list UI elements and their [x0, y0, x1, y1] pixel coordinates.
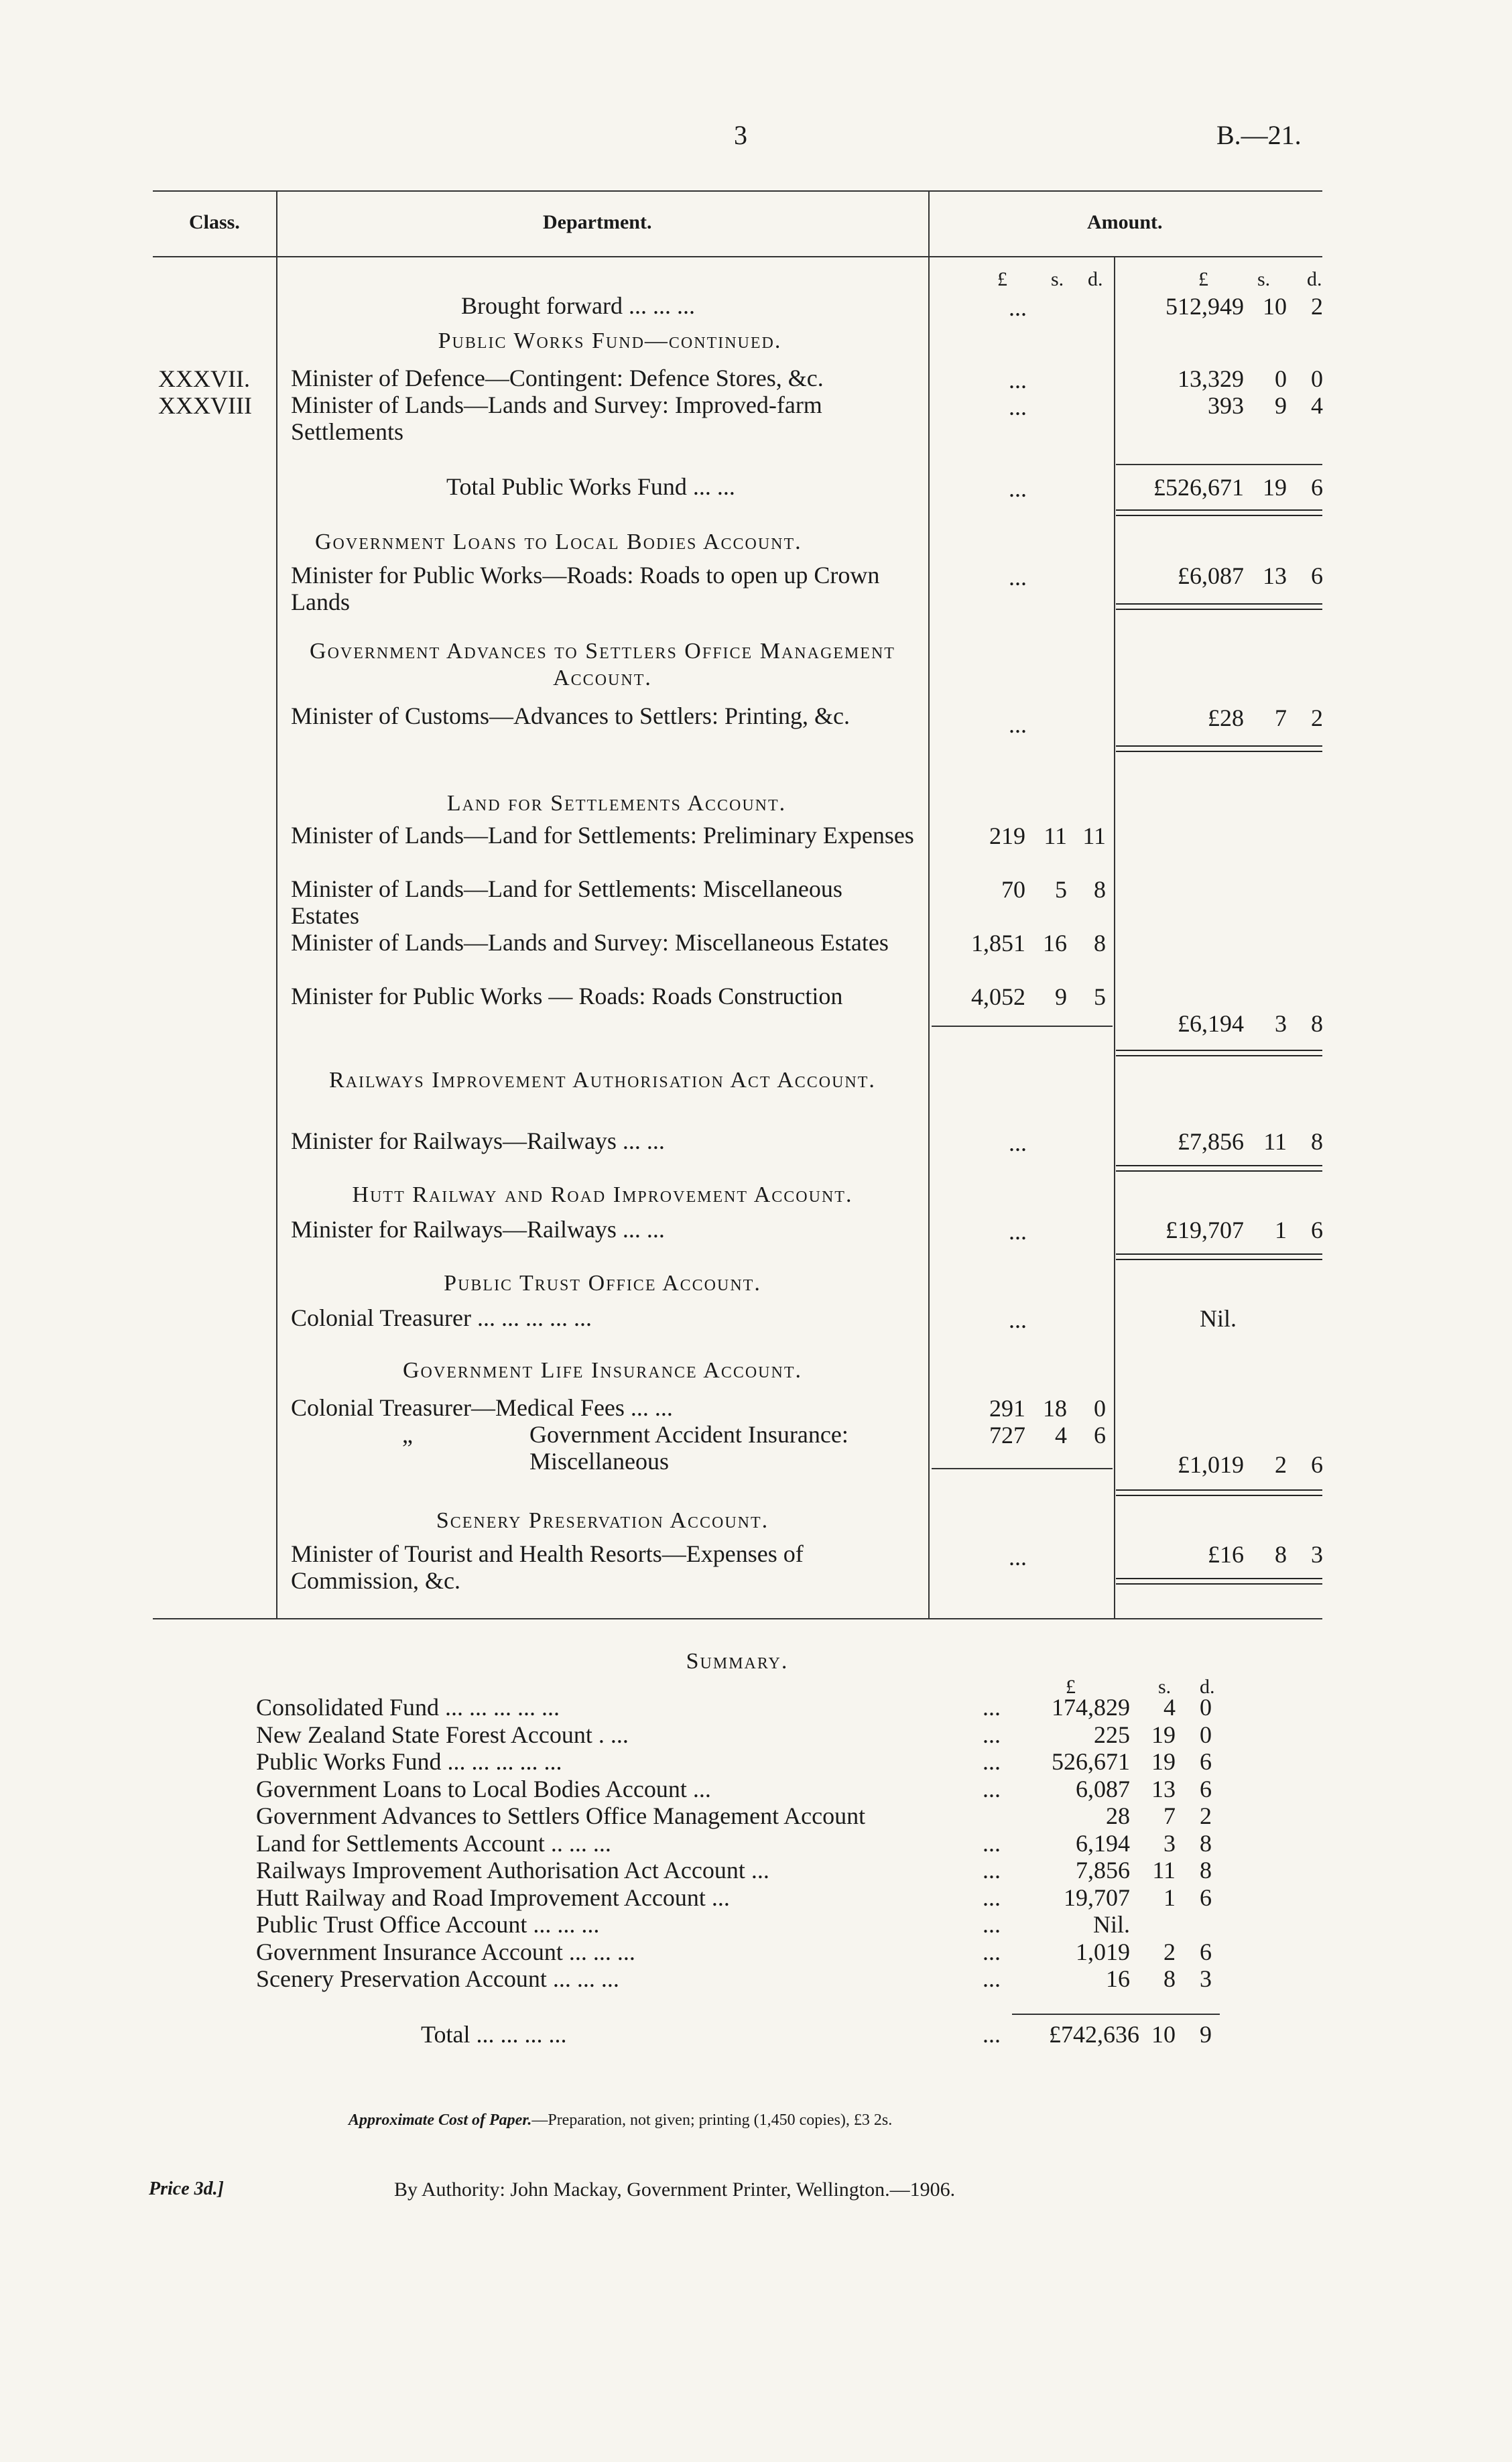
spa-pounds: £16	[1208, 1541, 1244, 1568]
gaso-label: Minister of Customs—Advances to Settlers: Printing, &c.	[291, 702, 850, 729]
summary-item-shillings: 8	[1163, 1965, 1176, 1992]
cost-note-text: —Preparation, not given; printing (1,450 copies), £3 2s.	[531, 2111, 893, 2129]
public-works-fund-heading: Public Works Fund—continued.	[438, 328, 782, 353]
cost-note-label: Approximate Cost of Paper.	[349, 2111, 532, 2129]
pwf-total-pence: 6	[1311, 474, 1323, 501]
lfs-item-4-pounds: 4,052	[971, 983, 1025, 1010]
lfs-total-pence: 8	[1311, 1010, 1323, 1037]
gli-item-1-pounds: 291	[989, 1395, 1025, 1422]
gli-item-1-pence: 0	[1094, 1395, 1106, 1422]
summary-item-shillings: 3	[1163, 1830, 1176, 1857]
pto-heading: Public Trust Office Account.	[444, 1271, 761, 1296]
table-bottom-rule	[153, 1618, 1322, 1619]
summary-item-pence: 8	[1200, 1830, 1212, 1857]
summary-item-dots: ...	[983, 1694, 1001, 1721]
pwf-total-dots: ...	[1009, 475, 1027, 502]
summary-item-label: Government Loans to Local Bodies Account ...	[256, 1776, 711, 1802]
unit-shilling-total: s.	[1257, 268, 1271, 290]
cost-note	[349, 2111, 892, 2130]
document-reference: B.—21.	[1216, 120, 1302, 150]
summary-item-pounds: 174,829	[1052, 1694, 1130, 1721]
lfs-item-4-shillings: 9	[1055, 983, 1067, 1010]
spa-pence: 3	[1311, 1541, 1323, 1568]
gli-heading: Government Life Insurance Account.	[402, 1358, 802, 1383]
summary-item-dots: ...	[983, 1830, 1001, 1857]
brought-forward-dots: ...	[1009, 294, 1027, 321]
summary-item-label: Government Advances to Settlers Office Management Account	[256, 1802, 866, 1829]
column-header-department: Department.	[543, 211, 652, 233]
summary-item-dots: ...	[983, 1911, 1001, 1938]
lfs-item-3-pounds: 1,851	[971, 930, 1025, 957]
lfs-item-2-label: Minister of Lands—Land for Settlements: Miscellaneous Estates	[291, 875, 842, 929]
defence-pence: 0	[1311, 365, 1323, 392]
hrri-pounds: £19,707	[1166, 1217, 1244, 1243]
summary-item-dots: ...	[983, 1721, 1001, 1748]
summary-item-dots: ...	[983, 1965, 1001, 1992]
riaa-pence: 8	[1311, 1128, 1323, 1155]
lfs-item-3-label: Minister of Lands—Lands and Survey: Miscellaneous Estates	[291, 929, 889, 956]
summary-item-shillings: 1	[1163, 1884, 1176, 1911]
brought-forward-pounds: 512,949	[1166, 293, 1244, 320]
gli-item-2-pence: 6	[1094, 1422, 1106, 1449]
unit-pence-sub: d.	[1088, 268, 1103, 290]
summary-item-dots: ...	[983, 1776, 1001, 1802]
summary-item-dots: ...	[983, 1938, 1001, 1965]
lands-survey-shillings: 9	[1275, 392, 1287, 419]
riaa-dots: ...	[1009, 1129, 1027, 1156]
lfs-item-3-pence: 8	[1094, 930, 1106, 957]
hrri-double-rule	[1116, 1253, 1322, 1260]
gli-item-1-label: Colonial Treasurer—Medical Fees ... ...	[291, 1394, 673, 1421]
lands-survey-dots: ...	[1009, 393, 1027, 420]
spa-label: Minister of Tourist and Health Resorts—Expenses of Commission, &c.	[291, 1540, 804, 1594]
pwf-total-pounds: £526,671	[1153, 474, 1244, 501]
summary-item-label: Hutt Railway and Road Improvement Account ...	[256, 1884, 730, 1911]
riaa-label: Minister for Railways—Railways ... ...	[291, 1127, 665, 1154]
class-xxxviii: XXXVIII	[158, 392, 252, 419]
brought-forward-label: Brought forward ... ... ...	[461, 292, 695, 319]
gli-total-pence: 6	[1311, 1451, 1323, 1478]
summary-item-label: Railways Improvement Authorisation Act Account ...	[256, 1857, 769, 1884]
pwf-total-double-rule	[1116, 509, 1322, 516]
summary-item-pence: 0	[1200, 1694, 1212, 1721]
summary-unit-pound: £	[1066, 1676, 1076, 1698]
gllb-shillings: 13	[1263, 562, 1287, 589]
summary-item-label: Consolidated Fund ... ... ... ... ...	[256, 1694, 560, 1721]
summary-item-pounds: 19,707	[1064, 1884, 1130, 1911]
summary-item-shillings: 19	[1151, 1748, 1176, 1775]
summary-item-pounds: 1,019	[1076, 1938, 1130, 1965]
brought-forward-shillings: 10	[1263, 293, 1287, 320]
summary-item-pence: 8	[1200, 1857, 1212, 1884]
summary-item-pounds: 16	[1106, 1965, 1130, 1992]
lfs-subtotal-rule	[932, 1026, 1113, 1027]
summary-item-pounds: 6,194	[1076, 1830, 1130, 1857]
hrri-pence: 6	[1311, 1217, 1323, 1243]
lfs-total-pounds: £6,194	[1178, 1010, 1244, 1037]
riaa-heading: Railways Improvement Authorisation Act Account.	[329, 1068, 876, 1093]
summary-item-pounds: 28	[1106, 1802, 1130, 1829]
summary-item-pounds: 6,087	[1076, 1776, 1130, 1802]
lfs-double-rule	[1116, 1050, 1322, 1056]
hrri-heading: Hutt Railway and Road Improvement Account.	[352, 1182, 853, 1207]
gaso-pounds: £28	[1208, 704, 1244, 731]
lands-survey-pounds: 393	[1208, 392, 1244, 419]
defence-shillings: 0	[1275, 365, 1287, 392]
summary-item-shillings: 7	[1163, 1802, 1176, 1829]
gllb-pence: 6	[1311, 562, 1323, 589]
lfs-item-4-pence: 5	[1094, 983, 1106, 1010]
summary-item-pounds: Nil.	[1092, 1911, 1130, 1938]
defence-dots: ...	[1009, 367, 1027, 393]
header-bottom-rule	[153, 256, 1322, 257]
printer-authority: By Authority: John Mackay, Government Printer, Wellington.—1906.	[394, 2178, 956, 2201]
spa-dots: ...	[1009, 1544, 1027, 1571]
gaso-dots: ...	[1009, 711, 1027, 738]
summary-item-pence: 2	[1200, 1802, 1212, 1829]
summary-total-pounds: £742,636	[1049, 2021, 1139, 2048]
riaa-shillings: 11	[1263, 1128, 1287, 1155]
defence-label: Minister of Defence—Contingent: Defence Stores, &c.	[291, 365, 824, 391]
lands-survey-label: Minister of Lands—Lands and Survey: Improved-farm Settlements	[291, 391, 822, 445]
unit-shilling-sub: s.	[1051, 268, 1064, 290]
summary-item-pence: 6	[1200, 1938, 1212, 1965]
summary-item-pence: 6	[1200, 1776, 1212, 1802]
summary-item-pence: 6	[1200, 1884, 1212, 1911]
department-column-divider	[928, 190, 930, 1618]
lfs-item-1-pence: 11	[1082, 822, 1106, 849]
summary-item-dots: ...	[983, 1884, 1001, 1911]
summary-item-pence: 3	[1200, 1965, 1212, 1992]
summary-total-dots: ...	[983, 2021, 1001, 2048]
gllb-heading: Government Loans to Local Bodies Account.	[315, 530, 802, 554]
unit-pound-total: £	[1198, 268, 1208, 290]
lfs-item-3-shillings: 16	[1043, 930, 1067, 957]
hrri-dots: ...	[1009, 1218, 1027, 1245]
class-column-divider	[276, 190, 277, 1618]
lfs-item-1-label: Minister of Lands—Land for Settlements: Preliminary Expenses	[291, 822, 914, 849]
spa-heading: Scenery Preservation Account.	[436, 1508, 769, 1533]
summary-item-shillings: 13	[1151, 1776, 1176, 1802]
summary-item-shillings: 4	[1163, 1694, 1176, 1721]
gllb-dots: ...	[1009, 564, 1027, 591]
column-header-class: Class.	[189, 211, 240, 233]
hrri-shillings: 1	[1275, 1217, 1287, 1243]
pwf-total-label: Total Public Works Fund ... ...	[446, 473, 735, 500]
price: Price 3d.]	[149, 2178, 224, 2199]
gaso-shillings: 7	[1275, 704, 1287, 731]
lfs-total-shillings: 3	[1275, 1010, 1287, 1037]
summary-item-label: Government Insurance Account ... ... ...	[256, 1938, 635, 1965]
lfs-item-2-pounds: 70	[1001, 876, 1025, 903]
summary-unit-shilling: s.	[1158, 1676, 1172, 1698]
summary-item-shillings: 19	[1151, 1721, 1176, 1748]
defence-pounds: 13,329	[1178, 365, 1244, 392]
pwf-total-shillings: 19	[1263, 474, 1287, 501]
lfs-item-2-shillings: 5	[1055, 876, 1067, 903]
gaso-heading: Government Advances to Settlers Office Management Account.	[310, 639, 895, 690]
class-xxxvii: XXXVII.	[158, 365, 250, 392]
lfs-item-2-pence: 8	[1094, 876, 1106, 903]
gllb-label: Minister for Public Works—Roads: Roads to open up Crown Lands	[291, 562, 880, 615]
summary-item-pounds: 225	[1094, 1721, 1130, 1748]
summary-total-label: Total ... ... ... ...	[421, 2021, 567, 2048]
summary-total-rule	[1012, 2014, 1220, 2015]
gllb-double-rule	[1116, 603, 1322, 610]
hrri-label: Minister for Railways—Railways ... ...	[291, 1216, 665, 1243]
summary-total-pence: 9	[1200, 2021, 1212, 2048]
gllb-pounds: £6,087	[1178, 562, 1244, 589]
summary-item-label: Land for Settlements Account .. ... ...	[256, 1830, 611, 1857]
summary-title: Summary.	[686, 1649, 789, 1674]
pto-dots: ...	[1009, 1306, 1027, 1333]
pto-total: Nil.	[1200, 1305, 1237, 1332]
page-number: 3	[734, 120, 747, 150]
summary-item-shillings: 11	[1152, 1857, 1176, 1884]
gaso-double-rule	[1116, 745, 1322, 752]
summary-item-pounds: 7,856	[1076, 1857, 1130, 1884]
summary-item-label: Scenery Preservation Account ... ... ...	[256, 1965, 619, 1992]
unit-pence-total: d.	[1307, 268, 1322, 290]
subamount-column-divider	[1114, 257, 1115, 1618]
gli-subtotal-rule	[932, 1468, 1113, 1469]
gli-total-shillings: 2	[1275, 1451, 1287, 1478]
summary-item-pounds: 526,671	[1052, 1748, 1130, 1775]
summary-unit-pence: d.	[1200, 1676, 1215, 1698]
unit-pound-sub: £	[997, 268, 1007, 290]
summary-item-label: Public Trust Office Account ... ... ...	[256, 1911, 600, 1938]
brought-forward-pence: 2	[1311, 293, 1323, 320]
gli-item-2-pounds: 727	[989, 1422, 1025, 1449]
summary-item-label: Public Works Fund ... ... ... ... ...	[256, 1748, 562, 1775]
gli-item-1-shillings: 18	[1043, 1395, 1067, 1422]
pto-label: Colonial Treasurer ... ... ... ... ...	[291, 1304, 592, 1331]
lfs-item-4-label: Minister for Public Works — Roads: Roads Construction	[291, 983, 843, 1009]
summary-item-pence: 6	[1200, 1748, 1212, 1775]
spa-shillings: 8	[1275, 1541, 1287, 1568]
riaa-double-rule	[1116, 1165, 1322, 1172]
table-top-rule	[153, 190, 1322, 192]
gli-item-2-shillings: 4	[1055, 1422, 1067, 1449]
spa-double-rule	[1116, 1578, 1322, 1585]
summary-item-dots: ...	[983, 1748, 1001, 1775]
gli-total-pounds: £1,019	[1178, 1451, 1244, 1478]
pwf-total-top-rule	[1116, 464, 1322, 465]
summary-item-label: New Zealand State Forest Account . ...	[256, 1721, 629, 1748]
gli-item-2-label: Government Accident Insurance: Miscellaneous	[529, 1421, 848, 1475]
summary-total-shillings: 10	[1151, 2021, 1176, 2048]
summary-item-pence: 0	[1200, 1721, 1212, 1748]
gli-item-2-ditto: „	[402, 1421, 413, 1448]
riaa-pounds: £7,856	[1178, 1128, 1244, 1155]
gli-double-rule	[1116, 1489, 1322, 1496]
summary-item-shillings: 2	[1163, 1938, 1176, 1965]
lfs-item-1-pounds: 219	[989, 822, 1025, 849]
lfs-item-1-shillings: 11	[1044, 822, 1067, 849]
lfs-heading: Land for Settlements Account.	[446, 791, 787, 816]
gaso-pence: 2	[1311, 704, 1323, 731]
summary-item-dots: ...	[983, 1857, 1001, 1884]
lands-survey-pence: 4	[1311, 392, 1323, 419]
column-header-amount: Amount.	[1087, 211, 1163, 233]
